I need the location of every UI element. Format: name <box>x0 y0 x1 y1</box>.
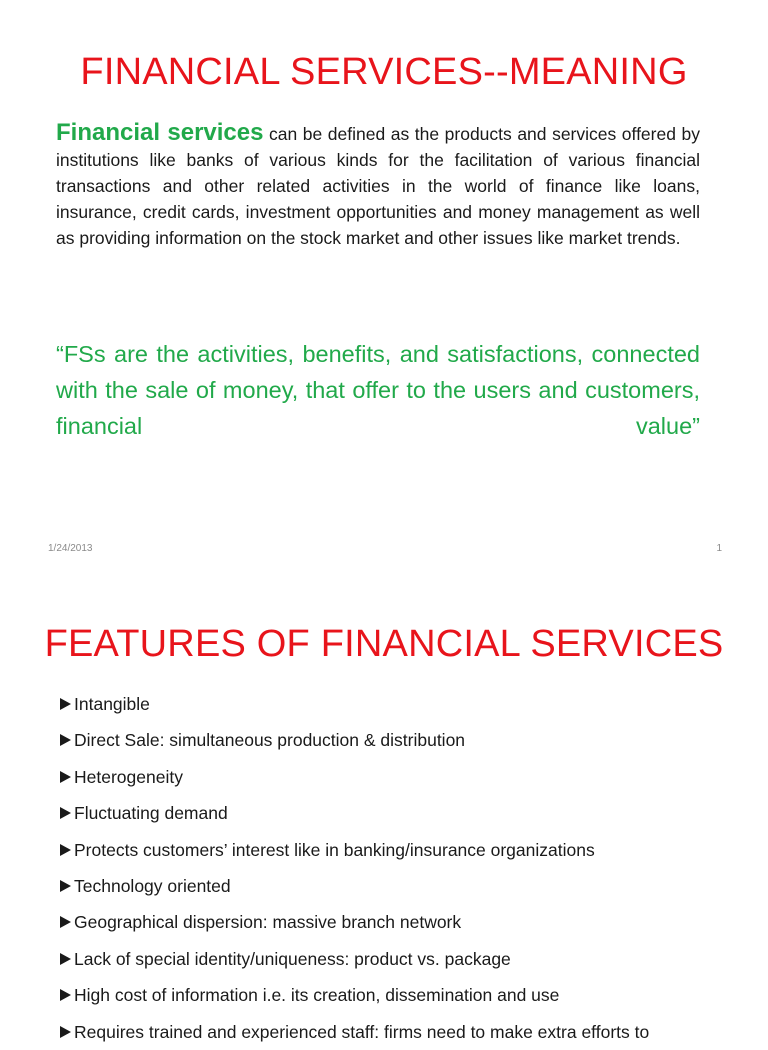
arrow-bullet-icon <box>60 916 71 928</box>
feature-text: Technology oriented <box>74 876 231 897</box>
arrow-bullet-icon <box>60 880 71 892</box>
slide-title: FEATURES OF FINANCIAL SERVICES <box>44 623 724 665</box>
page-number: 1 <box>716 543 722 554</box>
list-item <box>60 832 649 868</box>
feature-text: Lack of special identity/uniqueness: product vs. package <box>74 948 511 969</box>
footer-date: 1/24/2013 <box>48 543 93 554</box>
feature-text: Fluctuating demand <box>74 803 228 824</box>
arrow-bullet-icon <box>60 953 71 965</box>
arrow-bullet-icon <box>60 807 71 819</box>
definition-paragraph <box>56 120 700 251</box>
list-item <box>60 1014 649 1050</box>
definition-text: can be defined as the products and services offered by institutions like banks of various kinds for the facilitation of various financial transactions and other related activities in the world of finance like loans, insurance, credit cards, investment opportunities and money management as well as providing information on the stock market and other issues like market trends. <box>56 124 700 248</box>
feature-text: Geographical dispersion: massive branch network <box>74 912 462 933</box>
slide-2 <box>0 580 768 1042</box>
feature-text: Protects customers’ interest like in banking/insurance organizations <box>74 839 595 860</box>
list-item <box>60 868 649 904</box>
quote-paragraph: “FSs are the activities, benefits, and satisfactions, connected with the sale of money, that offer to the users and customers, financial value” <box>56 341 700 439</box>
arrow-bullet-icon <box>60 1026 71 1038</box>
definition-term: Financial services <box>56 119 264 146</box>
feature-text: Heterogeneity <box>74 766 183 787</box>
list-item <box>60 722 649 758</box>
feature-text: Intangible <box>74 694 150 714</box>
list-item <box>60 759 649 795</box>
arrow-bullet-icon <box>60 734 71 746</box>
arrow-bullet-icon <box>60 989 71 1001</box>
feature-text: High cost of information i.e. its creation, dissemination and use <box>74 985 560 1006</box>
list-item <box>60 904 649 940</box>
feature-text: Requires trained and experienced staff: firms need to make extra efforts to <box>74 1021 650 1042</box>
feature-text: Direct Sale: simultaneous production & distribution <box>74 730 466 751</box>
list-item <box>60 977 649 1013</box>
slide-title: FINANCIAL SERVICES--MEANING <box>80 51 688 93</box>
arrow-bullet-icon <box>60 698 71 710</box>
arrow-bullet-icon <box>60 771 71 783</box>
list-item <box>60 795 649 831</box>
arrow-bullet-icon <box>60 844 71 856</box>
features-list <box>60 686 649 1050</box>
list-item <box>60 941 649 977</box>
list-item <box>60 686 649 722</box>
